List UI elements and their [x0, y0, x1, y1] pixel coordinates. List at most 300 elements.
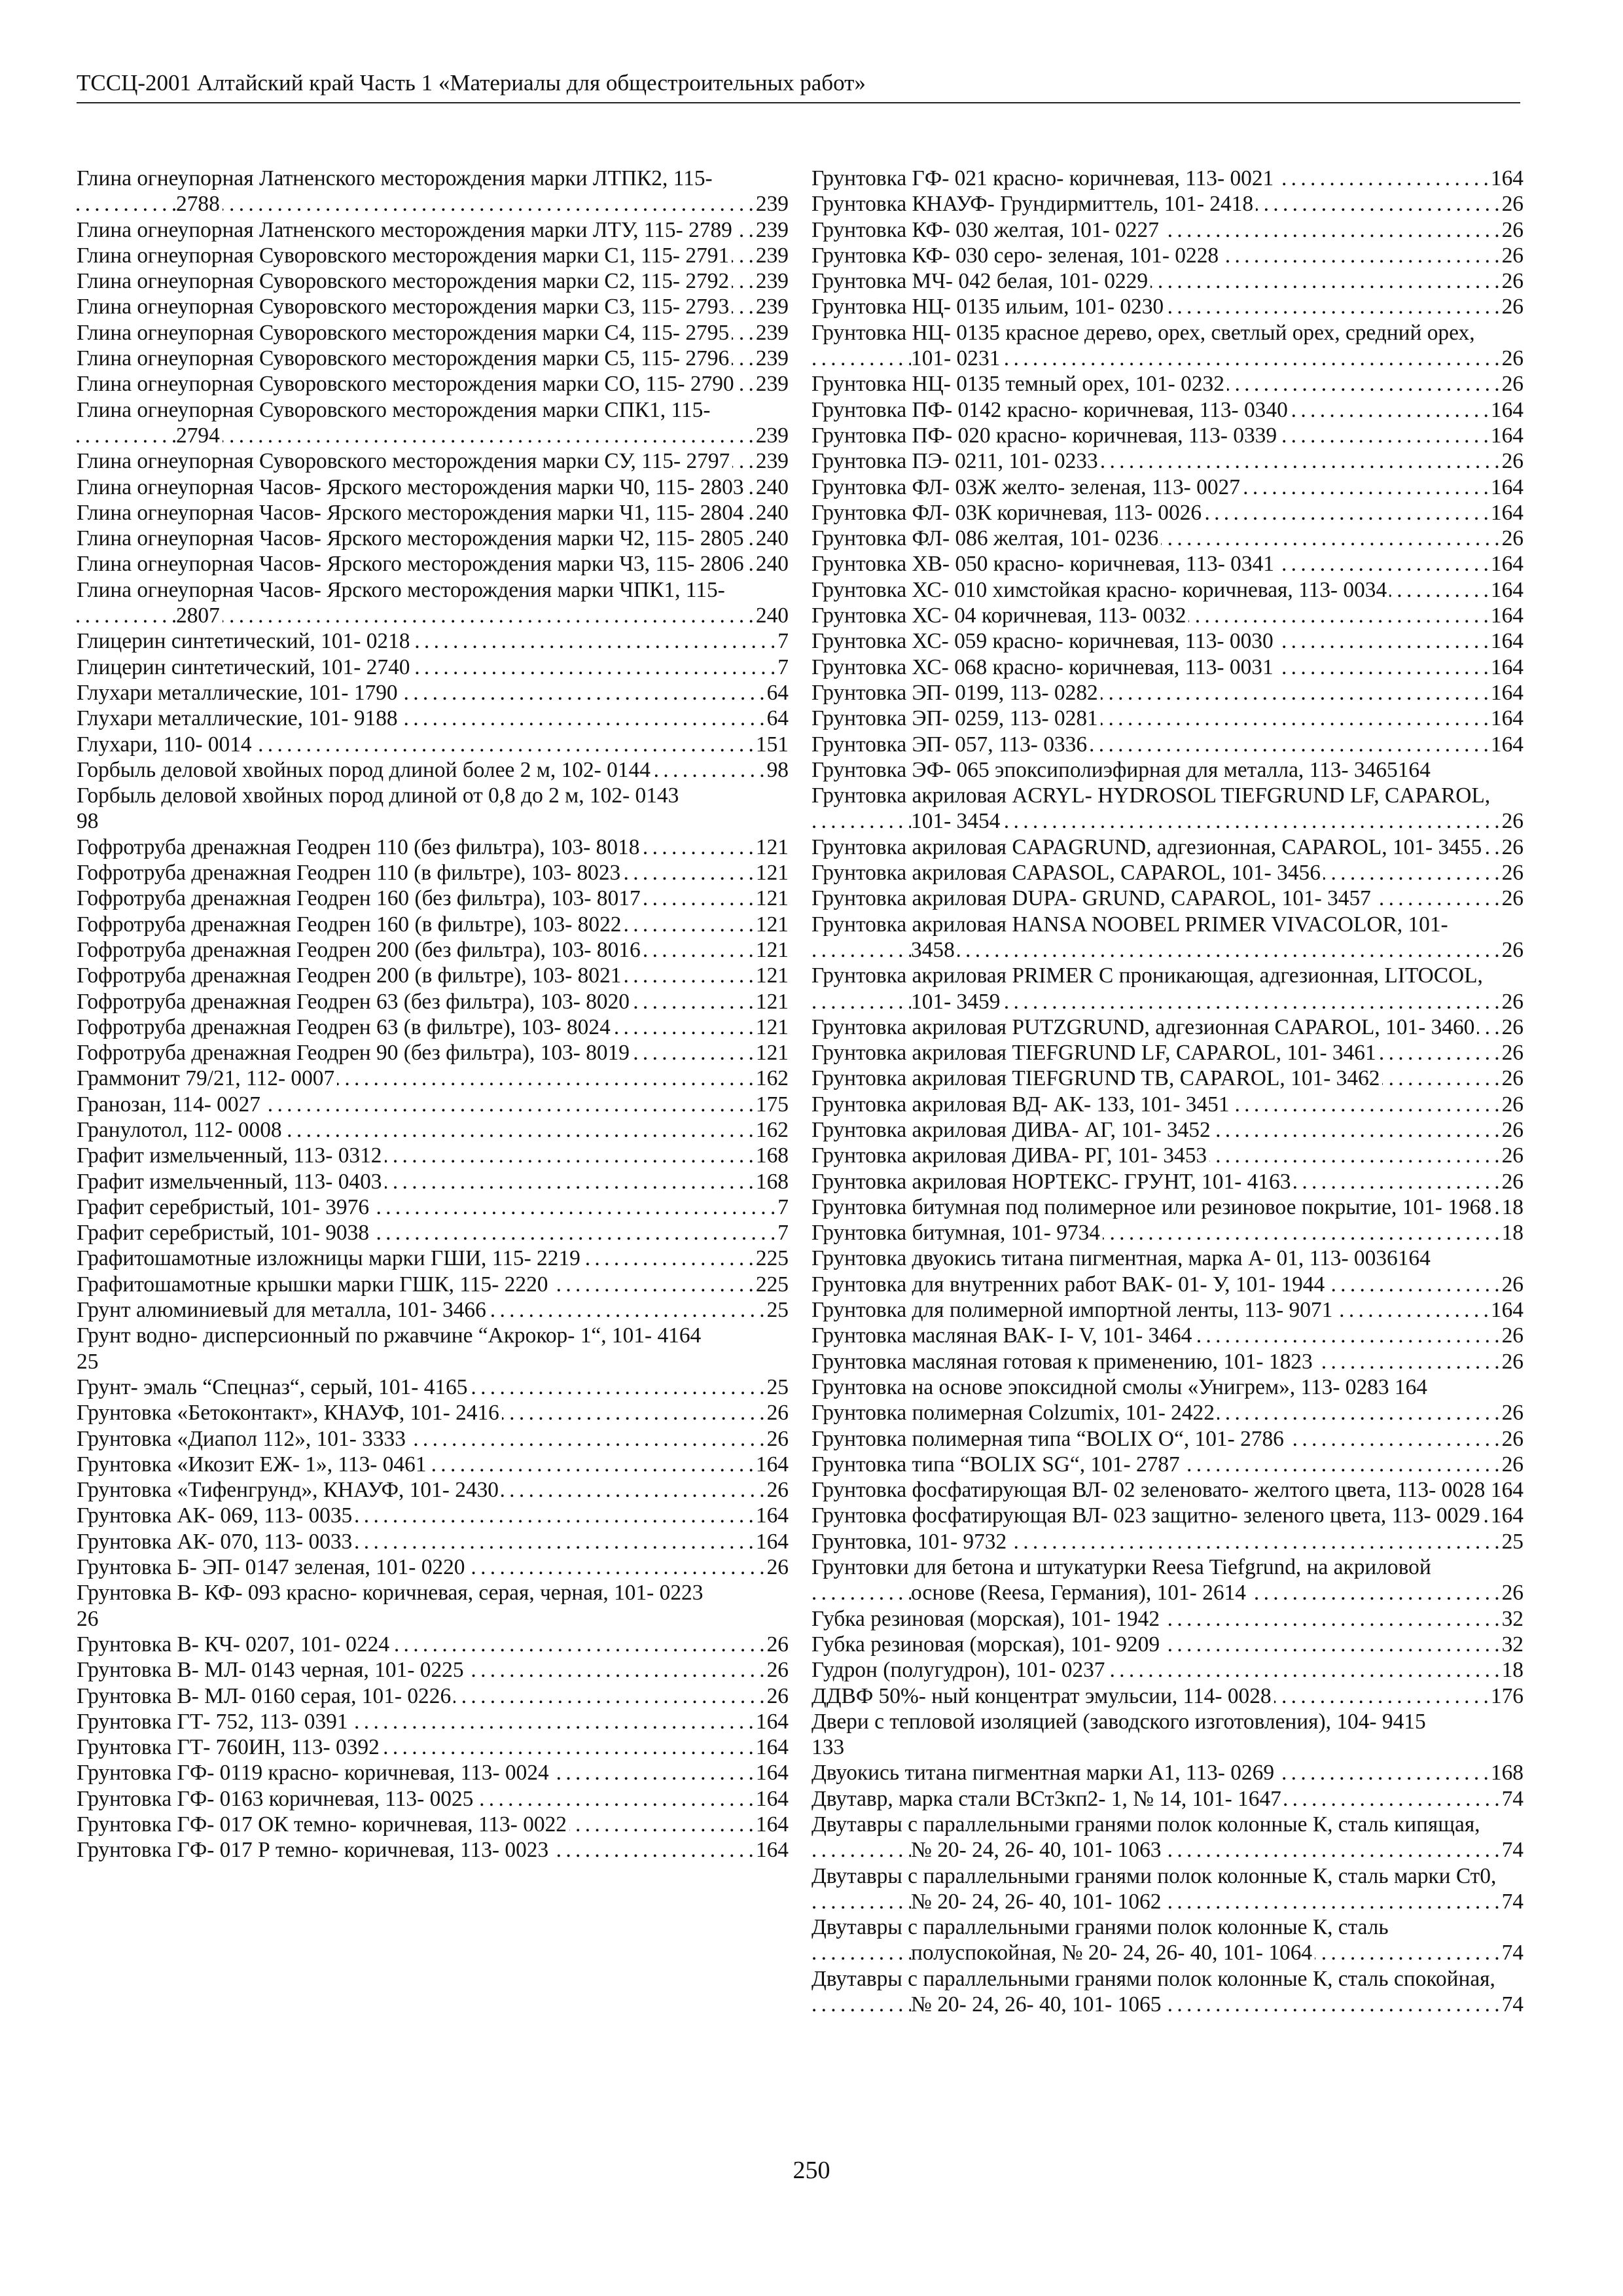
index-entry-page: 162 [753, 1066, 789, 1091]
index-entry-text: Грунтовка «Бетоконтакт», КНАУФ, 101- 2416 [77, 1401, 502, 1425]
index-entry-text: Грунтовка на основе эпоксидной смолы «Унигрем», 113- 0283 164 [812, 1375, 1430, 1399]
index-entry [77, 1606, 789, 1632]
index-entry-text: Глина огнеупорная Суворовского месторождения марки СО, 115- 2790 [77, 372, 737, 396]
index-entry [77, 526, 789, 551]
index-entry-text: Глина огнеупорная Часов- Ярского месторождения марки Ч2, 115- 2805 [77, 526, 747, 550]
index-entry-text: Грунтовка акриловая TIEFGRUND TB, CAPAROL, 101- 3462 [812, 1066, 1382, 1090]
index-entry [77, 860, 789, 886]
index-entry [77, 1580, 789, 1605]
index-entry-text: Грунтовка типа “BOLIX SG“, 101- 2787 [812, 1452, 1183, 1477]
index-entry-page: 26 [1499, 1452, 1524, 1477]
index-entry-text: Грунтовка «Икозит ЕЖ- 1», 113- 0461 [77, 1452, 429, 1477]
index-entry-page: 26 [1499, 1272, 1524, 1297]
index-entry-text: Грунтовка ГФ- 017 Р темно- коричневая, 113- 0023 [77, 1838, 551, 1862]
index-entry [77, 1529, 789, 1554]
index-entry-text: Глухари металлические, 101- 1790 [77, 681, 401, 705]
index-entry-page: 18 [1499, 1194, 1524, 1220]
index-entry [812, 860, 1524, 886]
index-entry-page: 164 [1488, 680, 1524, 706]
index-entry-text: Грунтовка «Диапол 112», 101- 3333 [77, 1427, 408, 1451]
index-entry-text: Грунтовка ЭП- 0259, 113- 0281 [812, 706, 1101, 730]
index-entry-text: Графит измельченный, 113- 0403 [77, 1170, 385, 1194]
index-entry [812, 268, 1524, 294]
index-entry-page: 240 [753, 551, 789, 577]
index-entry-text: Гофротруба дренажная Геодрен 200 (без фильтра), 103- 8016 [77, 938, 643, 962]
index-entry-text: Гофротруба дренажная Геодрен 110 (в фильтре), 103- 8023 [77, 861, 623, 885]
index-entry [812, 500, 1524, 526]
index-entry [77, 628, 789, 654]
index-entry [77, 1117, 789, 1143]
index-entry-text: Грунтовка ЭП- 0199, 113- 0282 [812, 681, 1101, 705]
index-entry [812, 680, 1524, 706]
index-entry-text: Гофротруба дренажная Геодрен 200 (в фильтре), 103- 8021 [77, 963, 624, 988]
index-entry-page: 26 [764, 1683, 789, 1709]
index-entry-text: Грунт алюминиевый для металла, 101- 3466 [77, 1298, 489, 1322]
index-entry-page: 32 [1499, 1632, 1524, 1657]
index-entry [812, 706, 1524, 731]
index-entry-page: 7 [775, 628, 789, 654]
index-entry [812, 628, 1524, 654]
index-entry-text: Грунтовка В- МЛ- 0160 серая, 101- 0226 [77, 1684, 454, 1708]
index-entry-page: 240 [753, 500, 789, 526]
index-entry [77, 1477, 789, 1503]
index-entry [812, 1657, 1524, 1683]
index-entry [77, 1760, 789, 1785]
index-entry-page: 164 [1488, 577, 1524, 603]
index-entry-text: Грунтовка акриловая HANSA NOOBEL PRIMER VIVACOLOR, 101- 3458 [812, 912, 1448, 962]
index-entry-page: 162 [753, 1117, 789, 1143]
index-entry-text: Гранозан, 114- 0027 [77, 1092, 263, 1117]
index-entry-page: 26 [1499, 937, 1524, 963]
index-entry [812, 1606, 1524, 1632]
index-entry-text: Грунтовка битумная под полимерное или резиновое покрытие, 101- 1968 [812, 1195, 1494, 1219]
index-entry [812, 1786, 1524, 1812]
index-entry-text: Грунтовка масляная готовая к применению, 101- 1823 [812, 1350, 1315, 1374]
index-entry [812, 1169, 1524, 1194]
index-entry-text: Глина огнеупорная Часов- Ярского месторождения марки Ч0, 115- 2803 [77, 475, 747, 499]
index-entry [812, 551, 1524, 577]
index-entry-text: Грунтовка АК- 069, 113- 0035 [77, 1503, 355, 1528]
index-entry-page: 26 [1499, 243, 1524, 268]
index-entry-page: 7 [775, 1220, 789, 1246]
index-entry-page: 240 [753, 526, 789, 551]
index-entry-page: 164 [753, 1786, 789, 1812]
index-entry-page: 26 [1499, 268, 1524, 294]
index-entry-text: Грунтовка ХС- 04 коричневая, 113- 0032 [812, 603, 1188, 628]
index-entry [77, 912, 789, 937]
index-entry [77, 1143, 789, 1168]
index-entry-page: 164 [1488, 475, 1524, 500]
index-entry-text: Глина огнеупорная Латненского месторождения марки ЛТПК2, 115- 2788 [77, 166, 713, 217]
index-entry [812, 1812, 1524, 1863]
index-entry [77, 320, 789, 346]
index-entry-page: 121 [753, 860, 789, 886]
index-entry-text: Грунтовка «Тифенгрунд», КНАУФ, 101- 2430 [77, 1478, 501, 1502]
index-column-right [812, 166, 1524, 2017]
index-entry-text: Двери с тепловой изоляцией (заводского изготовления), 104- 9415 [812, 1710, 1429, 1734]
index-entry [77, 1066, 789, 1091]
index-entry-page: 239 [753, 346, 789, 371]
index-entry-text: Грунтовка ФЛ- 086 желтая, 101- 0236 [812, 526, 1161, 550]
index-entry-text: Грунтовка КФ- 030 серо- зеленая, 101- 0228 [812, 243, 1221, 268]
index-entry-text: Грунтовка, 101- 9732 [812, 1530, 1009, 1554]
index-entry-page: 164 [1488, 397, 1524, 423]
index-entry-text: Грунтовка акриловая ДИВА- АГ, 101- 3452 [812, 1118, 1213, 1142]
index-entry-page: 26 [764, 1657, 789, 1683]
index-entry [812, 217, 1524, 243]
index-entry-text: Гудрон (полугудрон), 101- 0237 [812, 1658, 1108, 1682]
index-entry [77, 1040, 789, 1066]
index-entry [812, 371, 1524, 397]
index-entry-text: Грунтовка МЧ- 042 белая, 101- 0229 [812, 269, 1150, 293]
index-entry-text: Грунтовка ГФ- 0119 красно- коричневая, 113- 0024 [77, 1761, 552, 1785]
index-entry-page: 164 [1488, 603, 1524, 628]
index-entry-text: Грунтовка акриловая PUTZGRUND, адгезионная CAPAROL, 101- 3460 [812, 1015, 1477, 1039]
index-entry-text: Глина огнеупорная Латненского месторождения марки ЛТУ, 115- 2789 [77, 218, 735, 242]
index-entry-text: Грунтовка ГФ- 021 красно- коричневая, 113- 0021 [812, 166, 1276, 190]
index-entry-page: 26 [1499, 1426, 1524, 1452]
index-entry-page: 164 [1488, 1503, 1524, 1528]
index-entry-text: Графит серебристый, 101- 3976 [77, 1195, 372, 1219]
index-entry-text: Грунтовка ГФ- 0163 коричневая, 113- 0025 [77, 1787, 476, 1811]
index-entry-page: 26 [1499, 808, 1524, 834]
index-entry [77, 1837, 789, 1863]
index-entry-page: 121 [753, 937, 789, 963]
index-entry-text: Глина огнеупорная Суворовского месторождения марки СПК1, 115- 2794 [77, 397, 711, 448]
index-entry [812, 1683, 1524, 1709]
index-entry [77, 1683, 789, 1709]
index-entry [77, 1297, 789, 1323]
index-entry-page: 74 [1499, 1837, 1524, 1863]
index-entry-page: 240 [753, 475, 789, 500]
index-entry [812, 1709, 1524, 1734]
index-entry-text: Грунтовка КФ- 030 желтая, 101- 0227 [812, 218, 1162, 242]
index-entry-page: 121 [753, 1040, 789, 1066]
index-entry [77, 680, 789, 706]
index-entry [812, 1914, 1524, 1966]
index-entry [812, 912, 1524, 963]
index-entry-page: 26 [1499, 1092, 1524, 1117]
index-entry-page: 164 [1488, 628, 1524, 654]
index-entry [812, 1374, 1524, 1400]
index-entry-page: 25 [764, 1297, 789, 1323]
index-entry-page: 240 [753, 603, 789, 628]
index-entry-text: Грунтовка для внутренних работ ВАК- 01- У, 101- 1944 [812, 1272, 1327, 1297]
index-entry [77, 1246, 789, 1271]
index-entry-text: Глина огнеупорная Часов- Ярского месторождения марки Ч3, 115- 2806 [77, 552, 747, 576]
index-entry-text: Грунтовка В- КФ- 093 красно- коричневая, серая, черная, 101- 0223 [77, 1581, 705, 1605]
index-entry [812, 1632, 1524, 1657]
index-entry [77, 1323, 789, 1348]
index-entry-page: 164 [1488, 1477, 1524, 1503]
index-entry [77, 1014, 789, 1040]
index-entry [812, 423, 1524, 448]
index-entry-page: 164 [1488, 706, 1524, 731]
index-entry-text: Грунтовка полимерная типа “BOLIX O“, 101- 2786 [812, 1427, 1287, 1451]
index-entry-page: 26 [1499, 1400, 1524, 1426]
index-entry-text: Грунтовка для полимерной импортной ленты, 113- 9071 [812, 1298, 1335, 1322]
index-entry-page: 26 [764, 1400, 789, 1426]
index-entry-page: 164 [1488, 732, 1524, 757]
index-entry-text: Губка резиновая (морская), 101- 1942 [812, 1607, 1162, 1631]
index-entry-text: Глина огнеупорная Суворовского месторождения марки СУ, 115- 2797 [77, 449, 732, 473]
index-entry [77, 1709, 789, 1734]
index-entry-page: 225 [753, 1272, 789, 1297]
index-entry-page: 239 [753, 217, 789, 243]
index-entry [812, 448, 1524, 474]
index-entry [812, 1529, 1524, 1554]
index-entry-page: 121 [753, 963, 789, 988]
index-entry-text: Грунтовки для бетона и штукатурки Reesa Tiefgrund, на акриловой основе (Reesa, Германия), 101- 2614 [812, 1555, 1431, 1605]
index-entry-page: 26 [1499, 448, 1524, 474]
index-entry-page: 121 [753, 886, 789, 911]
index-entry-text: Грунтовка ЭФ- 065 эпоксиполиэфирная для металла, 113- 3465164 [812, 758, 1433, 782]
index-entry-page: 151 [753, 732, 789, 757]
index-entry-page: 26 [1499, 989, 1524, 1014]
index-entry-page: 175 [753, 1092, 789, 1117]
index-entry-text: Грунтовка ГТ- 752, 113- 0391 [77, 1710, 351, 1734]
index-entry-text: Грунтовка акриловая PRIMER C проникающая, адгезионная, LITOCOL, 101- 3459 [812, 963, 1483, 1014]
index-entry [77, 783, 789, 808]
index-entry-page: 26 [1499, 1117, 1524, 1143]
index-entry-text: Грунтовка НЦ- 0135 темный орех, 101- 0232 [812, 372, 1227, 396]
index-entry [812, 1272, 1524, 1297]
index-entry [812, 732, 1524, 757]
index-entry-text: Грунтовка ХС- 059 красно- коричневая, 113- 0030 [812, 629, 1276, 653]
index-entry [77, 1169, 789, 1194]
index-entry-page: 74 [1499, 1940, 1524, 1965]
index-entry-text: Гофротруба дренажная Геодрен 160 (без фильтра), 103- 8017 [77, 886, 643, 910]
index-entry-page: 121 [753, 834, 789, 860]
index-entry [77, 397, 789, 449]
index-entry-text: Глицерин синтетический, 101- 0218 [77, 629, 412, 653]
index-entry-text: Грунтовка ПФ- 0142 красно- коричневая, 113- 0340 [812, 398, 1291, 422]
index-entry-text: Глухари, 110- 0014 [77, 732, 255, 757]
index-entry [812, 1966, 1524, 2018]
index-entry-page: 239 [753, 371, 789, 397]
index-entry-text: Грунтовка акриловая ДИВА- РГ, 101- 3453 [812, 1143, 1209, 1168]
index-entry-page: 18 [1499, 1657, 1524, 1683]
index-entry-page: 239 [753, 294, 789, 319]
index-entry-text: Грунтовка акриловая DUPA- GRUND, CAPAROL, 101- 3457 [812, 886, 1374, 910]
index-entry-page: 25 [1499, 1529, 1524, 1554]
index-entry [812, 475, 1524, 500]
index-entry-page: 98 [764, 757, 789, 783]
index-entry-page: 18 [1499, 1220, 1524, 1246]
index-entry-page: 164 [753, 1837, 789, 1863]
index-entry-page: 64 [764, 706, 789, 731]
index-entry [812, 1760, 1524, 1785]
index-entry [77, 989, 789, 1014]
index-entry-page: 26 [1499, 1143, 1524, 1168]
index-entry [812, 397, 1524, 423]
index-entry [77, 166, 789, 217]
index-entry [812, 1040, 1524, 1066]
index-entry [77, 217, 789, 243]
index-entry-page: 26 [1499, 834, 1524, 860]
index-entry [77, 243, 789, 268]
index-entry-page: 74 [1499, 1992, 1524, 2017]
index-entry [812, 1014, 1524, 1040]
index-entry [812, 1863, 1524, 1915]
index-entry-page: 239 [753, 448, 789, 474]
index-entry [77, 1632, 789, 1657]
index-entry [812, 1426, 1524, 1452]
index-entry-text: Грунтовка ХВ- 050 красно- коричневая, 113- 0341 [812, 552, 1277, 576]
index-entry-page: 26 [1499, 1323, 1524, 1348]
index-entry-text: Грунтовка ФЛ- 03К коричневая, 113- 0026 [812, 501, 1204, 525]
index-entry-page: 164 [1488, 500, 1524, 526]
index-entry [77, 1092, 789, 1117]
index-entry-page: 121 [753, 1014, 789, 1040]
index-entry-text: Грунтовка ЭП- 057, 113- 0336 [812, 732, 1090, 757]
index-entry-page: 7 [775, 655, 789, 680]
index-entry [812, 1349, 1524, 1374]
index-entry-page: 164 [1488, 423, 1524, 448]
index-entry-text: Грунтовка акриловая ACRYL- HYDROSOL TIEFGRUND LF, CAPAROL, 101- 3454 [812, 783, 1491, 834]
index-entry-text: Графитошамотные крышки марки ГШК, 115- 2220 [77, 1272, 550, 1297]
index-entry [77, 1349, 789, 1374]
index-entry [77, 1812, 789, 1837]
index-entry [77, 1554, 789, 1580]
index-entry-page: 26 [1499, 346, 1524, 371]
index-entry-page: 26 [1499, 294, 1524, 319]
index-entry-page: 64 [764, 680, 789, 706]
index-entry-page: 164 [753, 1812, 789, 1837]
index-entry [812, 294, 1524, 319]
index-entry-text: Грунтовка ХС- 010 химстойкая красно- коричневая, 113- 0034 [812, 578, 1389, 602]
running-header: ТССЦ-2001 Алтайский край Часть 1 «Материалы для общестроительных работ» [77, 68, 1520, 103]
index-entry-text: Глухари металлические, 101- 9188 [77, 706, 401, 730]
index-entry-text: Двутавры с параллельными гранями полок колонные К, сталь марки Ст0, № 20- 24, 26- 40, 101- 1062 [812, 1863, 1497, 1914]
index-entry [812, 603, 1524, 628]
index-entry-text: Грунтовка двуокись титана пигментная, марка А- 01, 113- 0036164 [812, 1246, 1433, 1270]
index-entry-text: Грунтовка ПФ- 020 красно- коричневая, 113- 0339 [812, 423, 1279, 448]
index-entry [812, 1297, 1524, 1323]
index-entry-text: Губка резиновая (морская), 101- 9209 [812, 1632, 1162, 1657]
index-entry-page: 26 [1499, 1014, 1524, 1040]
index-entry [812, 320, 1524, 372]
index-entry [812, 655, 1524, 680]
index-entry-text: Двутавры с параллельными гранями полок колонные К, сталь полуспокойная, № 20- 24, 26- 40, 101- 1064 [812, 1915, 1389, 1965]
index-entry-text: Грунт водно- дисперсионный по ржавчине “Акрокор- 1“, 101- 4164 [77, 1323, 704, 1348]
index-entry-text: Грунтовка НЦ- 0135 ильим, 101- 0230 [812, 295, 1166, 319]
index-entry [77, 937, 789, 963]
index-entry-page: 26 [1499, 191, 1524, 217]
index-entry [77, 1426, 789, 1452]
index-entry-page: 239 [753, 191, 789, 217]
index-entry [77, 1734, 789, 1760]
index-entry-text: Двуокись титана пигментная марки А1, 113- 0269 [812, 1761, 1277, 1785]
index-entry [812, 1503, 1524, 1528]
index-entry-page: 26 [1499, 371, 1524, 397]
index-entry-text: Глина огнеупорная Суворовского месторождения марки С4, 115- 2795 [77, 321, 732, 345]
index-entry-page: 26 [1499, 1066, 1524, 1091]
index-entry-page: 26 [1499, 886, 1524, 911]
index-entry-text: Гранулотол, 112- 0008 [77, 1118, 285, 1142]
index-entry-page: 164 [1488, 655, 1524, 680]
index-entry-page: 26 [1499, 1580, 1524, 1605]
index-entry-page: 26 [1499, 217, 1524, 243]
index-entry-text: Грунтовка полимерная Colzumix, 101- 2422 [812, 1401, 1217, 1425]
index-entry-text: 98 [77, 809, 101, 833]
index-entry-page: 26 [1499, 860, 1524, 886]
index-entry-page: 164 [753, 1734, 789, 1760]
index-entry-text: Грунтовка акриловая НОРТЕКС- ГРУНТ, 101- 4163 [812, 1170, 1293, 1194]
index-entry-text: Глина огнеупорная Суворовского месторождения марки С3, 115- 2793 [77, 295, 732, 319]
index-entry-text: ДДВФ 50%- ный концентрат эмульсии, 114- 0028 [812, 1684, 1274, 1708]
index-entry [77, 577, 789, 629]
index-entry [77, 1374, 789, 1400]
index-entry-text: Глина огнеупорная Суворовского месторождения марки С2, 115- 2792 [77, 269, 732, 293]
index-entry-text: Графит измельченный, 113- 0312 [77, 1143, 385, 1168]
index-entry-text: Гофротруба дренажная Геодрен 110 (без фильтра), 103- 8018 [77, 835, 642, 859]
index-entry [77, 294, 789, 319]
index-entry [77, 757, 789, 783]
index-entry-text: Глина огнеупорная Суворовского месторождения марки С5, 115- 2796 [77, 346, 732, 370]
index-entry-text: Грунтовка Б- ЭП- 0147 зеленая, 101- 0220 [77, 1555, 467, 1579]
index-entry-text: Глина огнеупорная Часов- Ярского месторождения марки Ч1, 115- 2804 [77, 501, 747, 525]
index-entry [77, 1786, 789, 1812]
index-entry-text: Грунтовка В- КЧ- 0207, 101- 0224 [77, 1632, 392, 1657]
index-entry-text: Граммонит 79/21, 112- 0007 [77, 1066, 337, 1090]
index-entry [77, 1220, 789, 1246]
index-entry-text: Горбыль деловой хвойных пород длиной от 0,8 до 2 м, 102- 0143 [77, 783, 681, 808]
index-entry [77, 963, 789, 988]
index-entry [77, 1503, 789, 1528]
index-entry-page: 26 [1499, 1040, 1524, 1066]
index-entry [812, 1452, 1524, 1477]
index-entry-page: 121 [753, 989, 789, 1014]
index-entry-text: Грунтовка НЦ- 0135 красное дерево, орех, светлый орех, средний орех, 101- 0231 [812, 320, 1475, 371]
index-entry-text: Гофротруба дренажная Геодрен 90 (без фильтра), 103- 8019 [77, 1041, 632, 1065]
index-entry-text: Глина огнеупорная Часов- Ярского месторождения марки ЧПК1, 115- 2807 [77, 577, 725, 628]
index-entry [812, 166, 1524, 191]
index-entry-page: 168 [753, 1143, 789, 1168]
index-entry [812, 1220, 1524, 1246]
index-column-left [77, 166, 789, 1863]
index-entry-text: Грунтовка масляная ВАК- I- V, 101- 3464 [812, 1323, 1194, 1348]
index-entry [812, 1246, 1524, 1271]
index-entry [77, 732, 789, 757]
index-entry-page: 26 [764, 1426, 789, 1452]
index-entry-page: 164 [753, 1452, 789, 1477]
index-entry [812, 1400, 1524, 1426]
index-entry-text: Гофротруба дренажная Геодрен 160 (в фильтре), 103- 8022 [77, 912, 624, 937]
index-entry [77, 448, 789, 474]
index-entry [77, 886, 789, 911]
index-entry-page: 26 [764, 1554, 789, 1580]
index-entry-page: 239 [753, 268, 789, 294]
index-entry [77, 706, 789, 731]
index-entry [77, 551, 789, 577]
index-entry-page: 239 [753, 423, 789, 448]
index-entry-text: 25 [77, 1350, 101, 1374]
index-entry-page: 239 [753, 243, 789, 268]
index-entry [812, 1194, 1524, 1220]
index-entry-page: 164 [753, 1529, 789, 1554]
index-entry [812, 757, 1524, 783]
index-entry [77, 268, 789, 294]
index-entry [77, 475, 789, 500]
index-entry-text: Грунтовка АК- 070, 113- 0033 [77, 1530, 355, 1554]
index-entry-page: 164 [753, 1760, 789, 1785]
index-entry-page: 74 [1499, 1786, 1524, 1812]
index-entry-page: 164 [753, 1503, 789, 1528]
index-entry [812, 1734, 1524, 1760]
index-entry-text: Грунтовка фосфатирующая ВЛ- 023 защитно- зеленого цвета, 113- 0029 [812, 1503, 1483, 1528]
index-entry-text: Грунтовка ГТ- 760ИН, 113- 0392 [77, 1735, 382, 1759]
